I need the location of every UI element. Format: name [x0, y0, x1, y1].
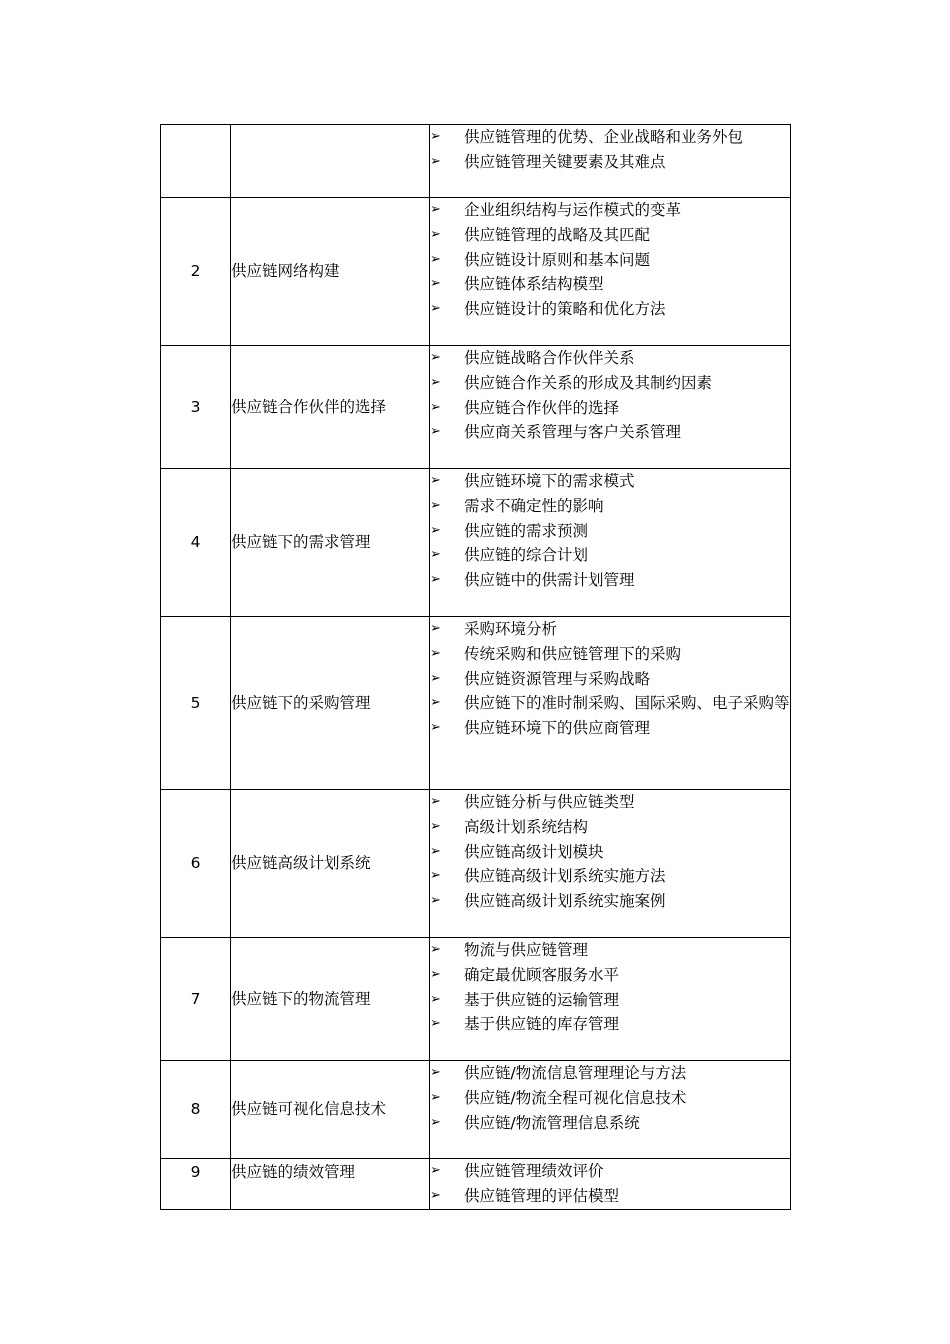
topic-text: 供应链/物流全程可视化信息技术	[464, 1088, 687, 1107]
table-row	[161, 617, 791, 790]
arrow-bullet-icon: ➢	[430, 1089, 441, 1105]
topic-text: 供应链管理关键要素及其难点	[464, 152, 666, 171]
arrow-bullet-icon: ➢	[430, 522, 441, 538]
chapter-topics	[430, 1061, 791, 1159]
arrow-bullet-icon: ➢	[430, 276, 441, 292]
arrow-bullet-icon: ➢	[430, 695, 441, 711]
topic-text: 供应链高级计划模块	[464, 842, 604, 861]
chapter-topics	[430, 1159, 791, 1210]
arrow-bullet-icon: ➢	[430, 399, 441, 415]
chapter-number: 3	[161, 346, 231, 469]
table-row	[161, 790, 791, 938]
table-row	[161, 198, 791, 346]
chapter-number: 9	[161, 1159, 231, 1210]
chapter-topics	[430, 198, 791, 346]
list-item	[430, 346, 790, 371]
chapter-number: 4	[161, 469, 231, 617]
topic-text: 供应链/物流信息管理理论与方法	[464, 1064, 687, 1082]
topic-list	[430, 469, 790, 593]
arrow-bullet-icon: ➢	[430, 818, 441, 834]
arrow-bullet-icon: ➢	[430, 893, 441, 909]
topic-text: 供应链战略合作伙伴关系	[464, 349, 635, 367]
topic-text: 供应链下的准时制采购、国际采购、电子采购等	[464, 694, 790, 713]
arrow-bullet-icon: ➢	[430, 350, 441, 365]
chapter-topics	[430, 125, 791, 198]
topic-text: 供应商关系管理与客户关系管理	[464, 423, 682, 442]
list-item	[430, 864, 790, 889]
table-row	[161, 1159, 791, 1210]
arrow-bullet-icon: ➢	[430, 942, 441, 957]
arrow-bullet-icon: ➢	[430, 645, 441, 661]
list-item	[430, 297, 790, 322]
topic-text: 供应链高级计划系统实施案例	[464, 892, 666, 911]
table-row	[161, 346, 791, 469]
topic-text: 需求不确定性的影响	[464, 496, 604, 515]
list-item	[430, 691, 790, 716]
list-item	[430, 125, 790, 150]
topic-text: 物流与供应链管理	[464, 941, 589, 959]
topic-text: 供应链分析与供应链类型	[464, 793, 635, 811]
list-item	[430, 1184, 790, 1209]
topic-text: 企业组织结构与运作模式的变革	[464, 201, 682, 219]
topic-text: 供应链管理的优势、企业战略和业务外包	[464, 128, 744, 146]
list-item	[430, 815, 790, 840]
arrow-bullet-icon: ➢	[430, 1016, 441, 1032]
topic-text: 基于供应链的库存管理	[464, 1015, 620, 1034]
chapter-title: 供应链网络构建	[231, 198, 430, 346]
chapter-number: 2	[161, 198, 231, 346]
topic-text: 供应链设计的策略和优化方法	[464, 300, 666, 319]
list-item	[430, 617, 790, 642]
chapter-number: 5	[161, 617, 231, 790]
list-item	[430, 198, 790, 223]
arrow-bullet-icon: ➢	[430, 301, 441, 317]
list-item	[430, 1086, 790, 1111]
arrow-bullet-icon: ➢	[430, 251, 441, 267]
list-item	[430, 938, 790, 963]
list-item	[430, 963, 790, 988]
list-item	[430, 889, 790, 914]
chapter-topics	[430, 617, 791, 790]
topic-list	[430, 938, 790, 1037]
list-item	[430, 272, 790, 297]
arrow-bullet-icon: ➢	[430, 374, 441, 390]
topic-text: 供应链合作关系的形成及其制约因素	[464, 373, 713, 392]
list-item	[430, 790, 790, 815]
list-item	[430, 494, 790, 519]
arrow-bullet-icon: ➢	[430, 843, 441, 859]
list-item	[430, 248, 790, 273]
list-item	[430, 420, 790, 445]
arrow-bullet-icon: ➢	[430, 966, 441, 982]
topic-text: 供应链管理的战略及其匹配	[464, 225, 651, 244]
list-item	[430, 469, 790, 494]
topic-text: 采购环境分析	[464, 620, 558, 638]
topic-list	[430, 617, 790, 741]
topic-text: 供应链环境下的需求模式	[464, 472, 635, 490]
arrow-bullet-icon: ➢	[430, 202, 441, 217]
list-item	[430, 543, 790, 568]
table-row	[161, 938, 791, 1061]
list-item	[430, 642, 790, 667]
list-item	[430, 988, 790, 1013]
arrow-bullet-icon: ➢	[430, 424, 441, 440]
list-item	[430, 396, 790, 421]
table-body	[161, 125, 791, 1210]
chapter-number: 7	[161, 938, 231, 1061]
arrow-bullet-icon: ➢	[430, 547, 441, 563]
arrow-bullet-icon: ➢	[430, 991, 441, 1007]
chapter-title: 供应链下的采购管理	[231, 617, 430, 790]
table-row	[161, 125, 791, 198]
topic-text: 供应链的需求预测	[464, 521, 589, 540]
topic-list	[430, 346, 790, 445]
topic-list	[430, 1061, 790, 1135]
topic-list	[430, 1159, 790, 1209]
chapter-topics	[430, 790, 791, 938]
list-item	[430, 716, 790, 741]
list-item	[430, 840, 790, 865]
arrow-bullet-icon: ➢	[430, 1065, 441, 1080]
arrow-bullet-icon: ➢	[430, 868, 441, 884]
arrow-bullet-icon: ➢	[430, 572, 441, 588]
arrow-bullet-icon: ➢	[430, 720, 441, 736]
chapter-topics	[430, 346, 791, 469]
chapter-topics	[430, 469, 791, 617]
topic-text: 高级计划系统结构	[464, 817, 589, 836]
topic-text: 基于供应链的运输管理	[464, 990, 620, 1009]
arrow-bullet-icon: ➢	[430, 670, 441, 686]
list-item	[430, 1159, 790, 1184]
chapter-title: 供应链合作伙伴的选择	[231, 346, 430, 469]
chapter-number: 6	[161, 790, 231, 938]
topic-text: 供应链管理的评估模型	[464, 1186, 620, 1205]
arrow-bullet-icon: ➢	[430, 1163, 441, 1178]
arrow-bullet-icon: ➢	[430, 794, 441, 809]
chapter-number: 8	[161, 1061, 231, 1159]
topic-text: 供应链体系结构模型	[464, 275, 604, 294]
list-item	[430, 568, 790, 593]
arrow-bullet-icon: ➢	[430, 153, 441, 169]
topic-text: 供应链合作伙伴的选择	[464, 398, 620, 417]
list-item	[430, 223, 790, 248]
list-item	[430, 150, 790, 175]
chapter-title: 供应链高级计划系统	[231, 790, 430, 938]
topic-text: 供应链环境下的供应商管理	[464, 719, 651, 738]
list-item	[430, 1012, 790, 1037]
topic-list	[430, 125, 790, 175]
arrow-bullet-icon: ➢	[430, 1114, 441, 1130]
arrow-bullet-icon: ➢	[430, 621, 441, 636]
table-row	[161, 469, 791, 617]
list-item	[430, 1111, 790, 1136]
topic-text: 供应链的综合计划	[464, 546, 589, 565]
table-row	[161, 1061, 791, 1159]
topic-text: 供应链管理绩效评价	[464, 1162, 604, 1180]
arrow-bullet-icon: ➢	[430, 129, 441, 144]
arrow-bullet-icon: ➢	[430, 473, 441, 488]
chapter-title: 供应链下的物流管理	[231, 938, 430, 1061]
arrow-bullet-icon: ➢	[430, 226, 441, 242]
topic-list	[430, 790, 790, 914]
chapter-title	[231, 125, 430, 198]
chapter-title: 供应链可视化信息技术	[231, 1061, 430, 1159]
topic-list	[430, 198, 790, 322]
arrow-bullet-icon: ➢	[430, 497, 441, 513]
chapter-topics	[430, 938, 791, 1061]
list-item	[430, 371, 790, 396]
chapter-title: 供应链下的需求管理	[231, 469, 430, 617]
topic-text: 确定最优顾客服务水平	[464, 965, 620, 984]
chapter-title: 供应链的绩效管理	[231, 1159, 430, 1210]
topic-text: 供应链/物流管理信息系统	[464, 1113, 640, 1132]
chapter-number	[161, 125, 231, 198]
topic-text: 供应链中的供需计划管理	[464, 571, 635, 590]
list-item	[430, 519, 790, 544]
topic-text: 传统采购和供应链管理下的采购	[464, 644, 682, 663]
topic-text: 供应链资源管理与采购战略	[464, 669, 651, 688]
course-outline-table	[160, 124, 791, 1210]
arrow-bullet-icon: ➢	[430, 1187, 441, 1203]
topic-text: 供应链高级计划系统实施方法	[464, 867, 666, 886]
topic-text: 供应链设计原则和基本问题	[464, 250, 651, 269]
list-item	[430, 1061, 790, 1086]
list-item	[430, 667, 790, 692]
